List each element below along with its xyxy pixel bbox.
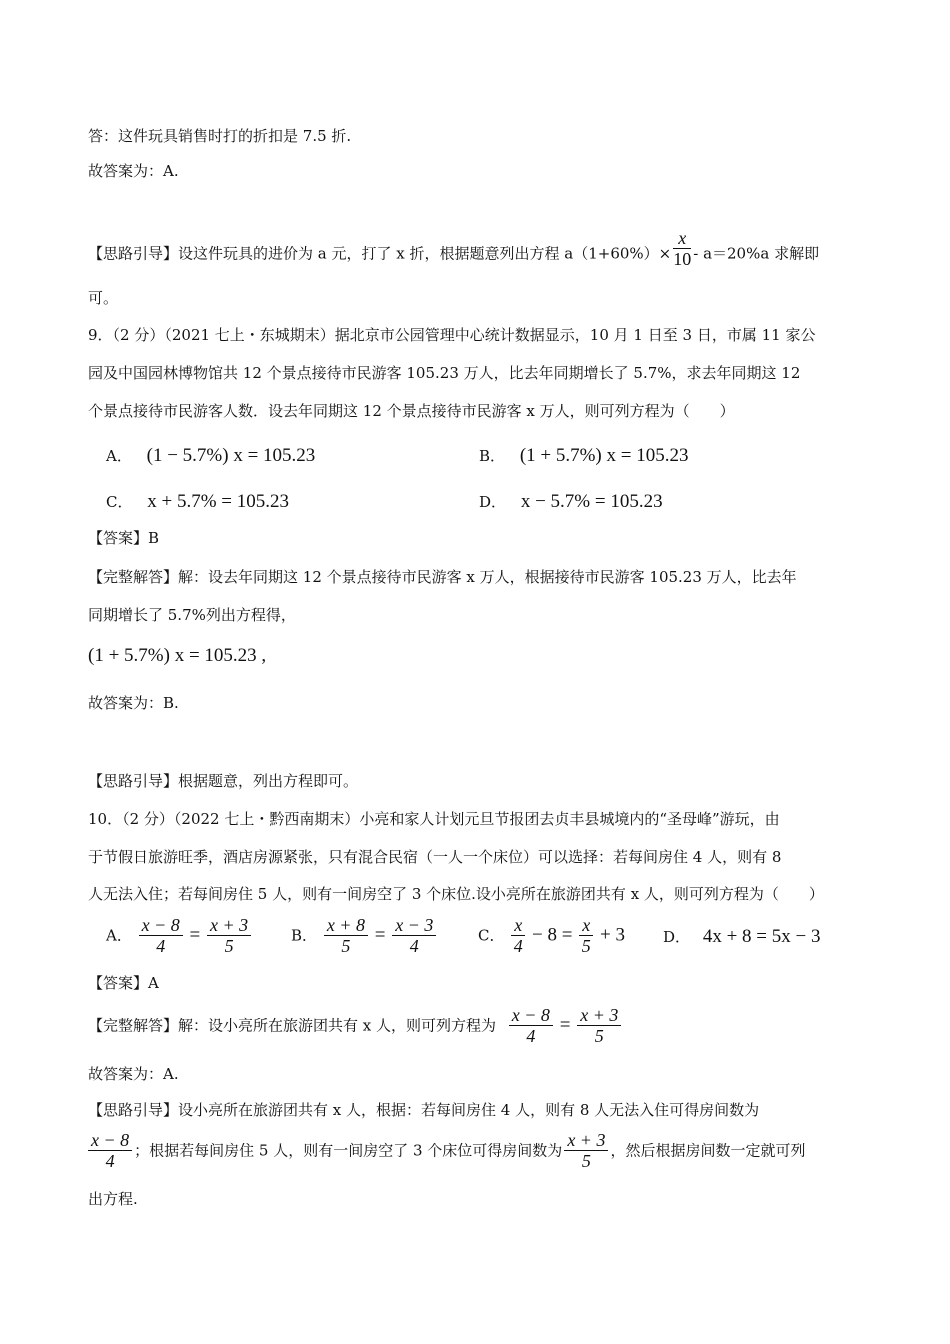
solution-label: 【完整解答】	[88, 1016, 179, 1035]
option-equation: (1 + 5.7%) x = 105.23	[519, 445, 689, 466]
fraction: $\frac{x}{5}$	[579, 915, 593, 956]
q10-stem-line: 人无法入住；若每间房住 5 人，则有一间房空了 3 个床位.设小亮所在旅游团共有 x 人，则可列方程为（ ）	[88, 885, 824, 903]
option-label: A．	[106, 447, 132, 465]
hint-label: 【思路引导】	[88, 1101, 179, 1119]
q9-stem-line: 个景点接待市民游客人数．设去年同期这 12 个景点接待市民游客 x 万人，则可列方程为（ ）	[88, 402, 735, 420]
fraction: $\frac{x + 3}{5}$	[564, 1130, 608, 1171]
q10-stem-line: 10．（2 分）（2022 七上・黔西南期末）小亮和家人计划元旦节报团去贞丰县城境内的“圣母峰”游玩，由	[88, 810, 780, 828]
option-label: D．	[479, 493, 507, 511]
q10-option-d	[663, 925, 820, 949]
fraction	[673, 228, 691, 269]
option-equation: x − 5.7% = 105.23	[520, 491, 663, 512]
q9-solution-equation: (1 + 5.7%) x = 105.23 ,	[88, 645, 267, 666]
fraction: $\frac{x + 3}{5}$	[577, 1005, 621, 1046]
q10-answer: 【答案】A	[88, 974, 159, 992]
option-label: C．	[478, 926, 505, 945]
fraction: $\frac{x + 8}{5}$	[324, 915, 368, 956]
q9-stem-line: 园及中国园林博物馆共 12 个景点接待市民游客 105.23 万人，比去年同期增长了 5.7%，求去年同期这 12	[88, 364, 801, 382]
hint-paragraph	[88, 228, 820, 269]
q10-option-b: B． $\frac{x + 8}{5}$ = $\frac{x - 3}{4}$	[291, 915, 438, 956]
fraction: $\frac{x - 3}{4}$	[392, 915, 436, 956]
option-label: B．	[479, 447, 506, 465]
q9-stem-line: 9．（2 分）（2021 七上・东城期末）据北京市公园管理中心统计数据显示，10 月 1 日至 3 日，市属 11 家公	[88, 326, 816, 344]
fraction: $\frac{x}{4}$	[511, 915, 525, 956]
q10-option-a: A． $\frac{x - 8}{4}$ = $\frac{x + 3}{5}$	[106, 915, 253, 956]
hint-label: 【思路引导】	[88, 244, 179, 263]
q9-option-b	[479, 444, 688, 468]
q10-hint-end: 出方程.	[88, 1190, 138, 1208]
q9-solution-cont: 同期增长了 5.7%列出方程得，	[88, 606, 296, 624]
option-label: A．	[106, 926, 132, 945]
q10-solution: 【完整解答】解：设小亮所在旅游团共有 x 人，则可列方程为 $\frac{x - 8}{4}$ = $\frac{x + 3}{5}$	[88, 1005, 623, 1046]
fraction: $\frac{x - 8}{4}$	[139, 915, 183, 956]
q9-answer: 【答案】B	[88, 529, 160, 547]
q9-option-d	[479, 490, 663, 514]
hint-text: ；根据若每间房住 5 人，则有一间房空了 3 个床位可得房间数为	[134, 1141, 563, 1160]
fraction-denominator: 10	[673, 249, 692, 269]
fraction-numerator: x	[673, 228, 691, 249]
q10-hint	[88, 1099, 759, 1121]
fraction: $\frac{x - 8}{4}$	[509, 1005, 553, 1046]
solution-text: 解：设小亮所在旅游团共有 x 人，则可列方程为	[178, 1016, 497, 1035]
solution-text: 解：设去年同期这 12 个景点接待市民游客 x 万人，根据接待市民游客 105.23 万人，比去年	[178, 568, 797, 586]
option-label: C．	[106, 493, 133, 511]
option-label: D．	[663, 928, 691, 946]
option-equation: 4x + 8 = 5x − 3	[702, 926, 821, 947]
hint-text: ，然后根据房间数一定就可列	[610, 1141, 806, 1160]
hint-text: 设小亮所在旅游团共有 x 人，根据：若每间房住 4 人，则有 8 人无法入住可得房间数为	[178, 1101, 760, 1119]
q9-option-c	[106, 490, 289, 514]
q10-option-c: C． $\frac{x}{4}$ − 8 = $\frac{x}{5}$ + 3	[478, 915, 626, 956]
hint-text-end: 可。	[88, 289, 119, 307]
hint-text-cont: - a＝20%a 求解即	[693, 244, 820, 263]
solution-label: 【完整解答】	[88, 568, 179, 586]
so-answer: 故答案为：A.	[88, 162, 179, 180]
fraction: $\frac{x - 8}{4}$	[88, 1130, 132, 1171]
option-label: B．	[291, 926, 318, 945]
option-equation: (1 − 5.7%) x = 105.23	[146, 445, 316, 466]
answer-statement: 答：这件玩具销售时打的折扣是 7.5 折.	[88, 127, 352, 145]
fraction: $\frac{x + 3}{5}$	[207, 915, 251, 956]
q10-so-answer: 故答案为：A.	[88, 1065, 179, 1083]
q9-option-a	[106, 444, 315, 468]
q9-so-answer: 故答案为：B.	[88, 694, 179, 712]
q10-hint-cont	[88, 1130, 805, 1171]
q10-stem-line: 于节假日旅游旺季，酒店房源紧张，只有混合民宿（一人一个床位）可以选择：若每间房住 4 人，则有 8	[88, 848, 782, 866]
hint-text: 设这件玩具的进价为 a 元，打了 x 折，根据题意列出方程 a（1+60%）×	[178, 244, 672, 263]
q9-hint	[88, 770, 358, 792]
hint-text: 根据题意，列出方程即可。	[178, 772, 359, 790]
q9-solution	[88, 566, 797, 588]
hint-label: 【思路引导】	[88, 772, 179, 790]
option-equation: x + 5.7% = 105.23	[147, 491, 290, 512]
